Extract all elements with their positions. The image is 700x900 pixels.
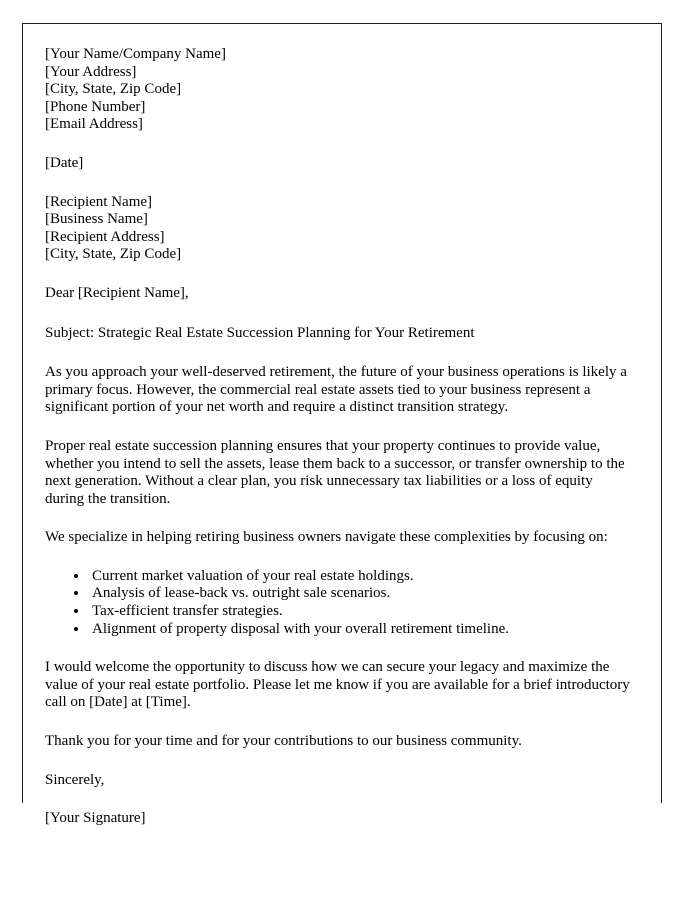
recipient-city-line: [City, State, Zip Code] (45, 246, 182, 263)
letter-date: [Date] (45, 154, 84, 171)
sign-off: Sincerely, (45, 771, 105, 788)
sender-street-line: [Your Address] (45, 63, 137, 80)
body-paragraph-3: We specialize in helping retiring business owners navigate these complexities by focusing on: (45, 529, 608, 546)
sender-name-line: [Your Name/Company Name] (45, 46, 226, 62)
letter-content (23, 24, 661, 828)
recipient-name-line: [Recipient Name] (45, 193, 153, 210)
sender-email-line: [Email Address] (45, 116, 143, 133)
sender-phone-line: [Phone Number] (45, 98, 146, 115)
sender-city-line: [City, State, Zip Code] (45, 81, 182, 98)
salutation: Dear [Recipient Name], (45, 284, 189, 301)
services-bullet-list (45, 568, 649, 638)
body-paragraph-1: As you approach your well-deserved retirement, the future of your business operations is likely a primary focus. However, the commercial real estate assets tied to your business represent a significant portion of your net worth and require a distinct transition strategy. (45, 364, 627, 416)
list-item: • Current market valuation of your real estate holdings. (89, 568, 649, 586)
closing-paragraph-2: Thank you for your time and for your contributions to our business community. (45, 733, 522, 750)
signature-line: [Your Signature] (45, 810, 146, 827)
list-item: • Tax-efficient transfer strategies. (89, 603, 649, 621)
closing-paragraph-1: I would welcome the opportunity to discuss how we can secure your legacy and maximize the value of your real estate portfolio. Please let me know if you are available for a brief introductory call on [Date] at [Time]. (45, 659, 630, 711)
recipient-business-line: [Business Name] (45, 211, 148, 228)
subject-line: Subject: Strategic Real Estate Succession Planning for Your Retirement (45, 324, 475, 341)
list-item: • Analysis of lease-back vs. outright sale scenarios. (89, 585, 649, 603)
body-paragraph-2: Proper real estate succession planning ensures that your property continues to provide value, whether you intend to sell the assets, lease them back to a successor, or transfer ownership to the next generation. Without a clear plan, you risk unnecessary tax liabilities or a loss of equity during the transition. (45, 437, 625, 507)
sender-address-block (45, 46, 649, 134)
recipient-street-line: [Recipient Address] (45, 228, 165, 245)
list-item: • Alignment of property disposal with your overall retirement timeline. (89, 621, 649, 639)
letter-page (22, 23, 662, 827)
recipient-address-block (45, 194, 649, 264)
